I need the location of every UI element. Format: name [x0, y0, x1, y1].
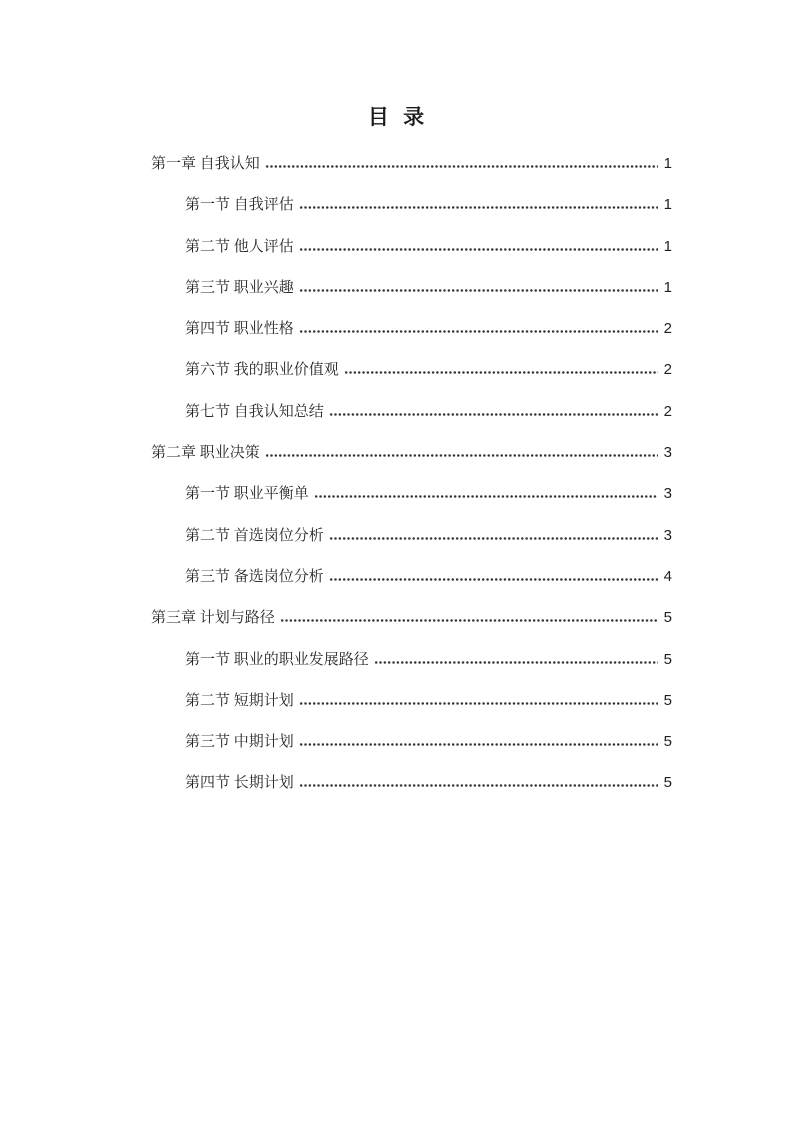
dot-leader — [299, 280, 658, 292]
toc-entry[interactable] — [151, 608, 672, 649]
toc-entry-label: 第三节 中期计划 — [185, 734, 294, 751]
toc-entry-page-number: 5 — [663, 650, 672, 668]
toc-entry[interactable] — [151, 526, 672, 567]
toc-entry[interactable] — [151, 278, 672, 319]
dot-leader — [299, 239, 658, 251]
toc-entry-page-number: 1 — [663, 237, 672, 255]
toc-entry-page-number: 5 — [663, 691, 672, 709]
toc-title: 目 录 — [367, 105, 426, 129]
toc-entry-label: 第七节 自我认知总结 — [185, 403, 324, 420]
toc-entry-label: 第三节 职业兴趣 — [185, 279, 294, 296]
toc-entry-label: 第三章 计划与路径 — [151, 610, 275, 627]
toc-entry[interactable] — [151, 443, 672, 484]
dot-leader — [374, 652, 658, 664]
toc-entry[interactable] — [151, 773, 672, 814]
toc-entry-page-number: 1 — [663, 196, 672, 214]
toc-entry-page-number: 5 — [663, 733, 672, 751]
toc-entry[interactable] — [151, 484, 672, 525]
toc-entry[interactable] — [151, 237, 672, 278]
toc-entry-label: 第二节 他人评估 — [185, 238, 294, 255]
toc-entry-label: 第一节 自我评估 — [185, 197, 294, 214]
dot-leader — [280, 610, 658, 622]
toc-list — [0, 154, 793, 815]
toc-entry-page-number: 3 — [663, 444, 672, 462]
dot-leader — [329, 404, 658, 416]
dot-leader — [329, 569, 658, 581]
toc-entry-page-number: 3 — [663, 485, 672, 503]
toc-entry-page-number: 2 — [663, 320, 672, 338]
toc-entry-label: 第四节 职业性格 — [185, 321, 294, 338]
toc-entry-page-number: 1 — [663, 278, 672, 296]
toc-entry[interactable] — [151, 360, 672, 401]
dot-leader — [299, 734, 658, 746]
toc-entry-page-number: 2 — [663, 402, 672, 420]
toc-entry[interactable] — [151, 319, 672, 360]
dot-leader — [314, 486, 658, 498]
toc-entry-page-number: 1 — [663, 155, 672, 172]
toc-entry-label: 第二章 职业决策 — [151, 445, 260, 462]
toc-entry-page-number: 3 — [663, 526, 672, 544]
toc-entry[interactable] — [151, 567, 672, 608]
dot-leader — [329, 528, 658, 540]
dot-leader — [299, 321, 658, 333]
toc-entry-label: 第一节 职业平衡单 — [185, 486, 309, 503]
toc-entry[interactable] — [151, 732, 672, 773]
dot-leader — [299, 775, 658, 787]
toc-entry-label: 第四节 长期计划 — [185, 775, 294, 792]
toc-entry[interactable] — [151, 402, 672, 443]
toc-entry-page-number: 5 — [663, 774, 672, 792]
dot-leader — [299, 693, 658, 705]
toc-entry-label: 第六节 我的职业价值观 — [185, 362, 339, 379]
toc-entry-page-number: 5 — [663, 609, 672, 627]
toc-entry[interactable] — [151, 650, 672, 691]
toc-entry[interactable] — [151, 195, 672, 236]
toc-entry-label: 第一节 职业的职业发展路径 — [185, 651, 369, 668]
toc-entry-label: 第一章 自我认知 — [151, 156, 260, 172]
toc-entry-label: 第二节 首选岗位分析 — [185, 527, 324, 544]
toc-entry-label: 第二节 短期计划 — [185, 692, 294, 709]
dot-leader — [299, 197, 658, 209]
toc-entry-page-number: 2 — [663, 361, 672, 379]
dot-leader — [344, 362, 658, 374]
dot-leader — [265, 156, 658, 168]
toc-entry-page-number: 4 — [663, 567, 672, 585]
toc-entry-label: 第三节 备选岗位分析 — [185, 568, 324, 585]
toc-entry[interactable] — [151, 154, 672, 195]
toc-entry[interactable] — [151, 691, 672, 732]
dot-leader — [265, 445, 658, 457]
